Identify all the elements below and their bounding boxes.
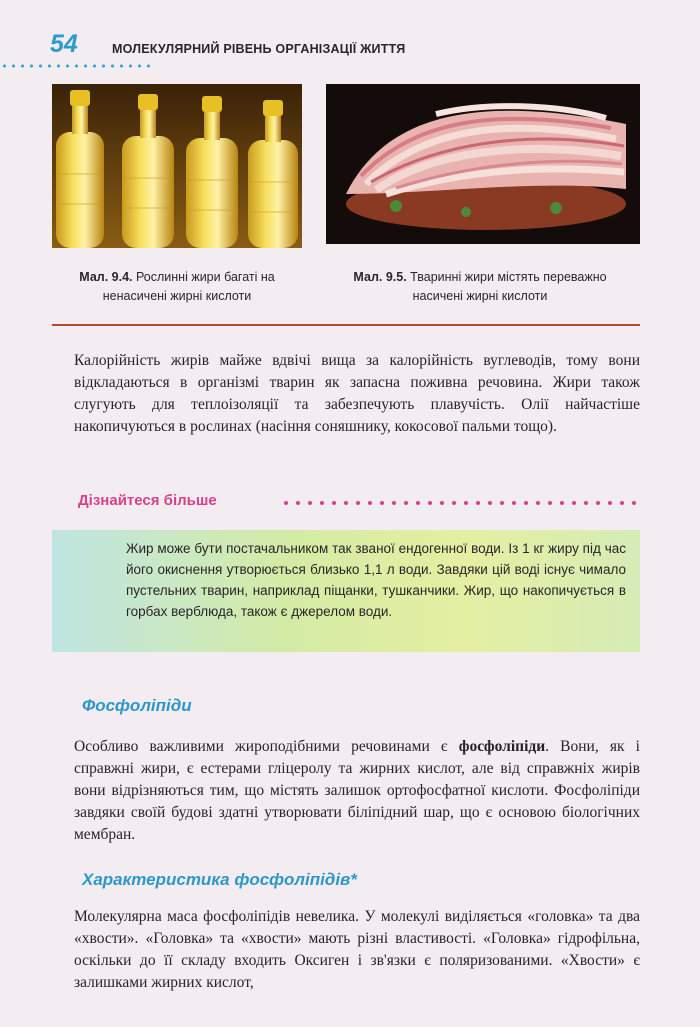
dotted-divider <box>0 64 150 68</box>
paragraph-calories: Калорійність жирів майже вдвічі вища за калорійність вуглеводів, тому вони відкладаються в організмі тварин як запасна поживна речовина. Жири також слугують для теплоізоляції та забезпечують плавучість. Олії найчастіше накопичуються в рослинах (насіння соняшнику, кокосової пальми тощо). <box>74 352 640 435</box>
figure-caption-9-4 <box>52 268 302 306</box>
characteristics-heading: Характеристика фосфоліпідів* <box>82 870 357 889</box>
figure-label: Мал. 9.4. <box>79 270 133 284</box>
animal-fat-photo <box>326 84 640 244</box>
section-divider <box>52 324 640 326</box>
learn-more-text: Жир може бути постачальником так званої ендогенної води. Із 1 кг жиру під час його окиснення утворюється близько 1,1 л води. Завдяки цій воді існує чимало пустельних тварин, наприклад піщанки, тушканчики. Жир, що накопичується в горбах верблюда, також є джерелом води. <box>126 541 626 619</box>
phospholipids-heading: Фосфоліпіди <box>82 696 192 715</box>
text-after: . Вони, як і справжні жири, є естерами гліцеролу та жирних кислот, але від справжніх жирів вони відрізняються тим, що містять залишок ортофосфатної кислоти. Фосфоліпіди завдяки своїй будові здатні утворювати біліпідний шар, що є основою біологічних мембран. <box>74 738 640 843</box>
text-before: Особливо важливими жироподібними речовинами є <box>74 738 459 755</box>
term-phospholipids: фосфоліпіди <box>458 738 546 755</box>
paragraph-characteristics: Молекулярна маса фосфоліпідів невелика. У молекулі виділяється «головка» та два «хвости». «Головка» та «хвости» мають різні властивості. «Головка» гідрофільна, оскільки до її складу входить Оксиген і зв'язки є поляризованими. «Хвости» є залишками жирних кислот, <box>74 908 640 991</box>
page-number: 54 <box>50 30 78 58</box>
running-title: МОЛЕКУЛЯРНИЙ РІВЕНЬ ОРГАНІЗАЦІЇ ЖИТТЯ <box>112 42 406 56</box>
paragraph-phospholipids <box>74 736 640 846</box>
figure-caption-text: Рослинні жири багаті на ненасичені жирні кислоти <box>102 270 275 303</box>
figure-caption-9-5 <box>330 268 630 306</box>
figure-caption-text: Тваринні жири містять переважно насичені жирні кислоти <box>410 270 607 303</box>
figure-label: Мал. 9.5. <box>353 270 407 284</box>
learn-more-heading: Дізнайтеся більше <box>78 492 217 509</box>
dotted-divider <box>280 500 640 506</box>
vegetable-oil-photo <box>52 84 302 248</box>
